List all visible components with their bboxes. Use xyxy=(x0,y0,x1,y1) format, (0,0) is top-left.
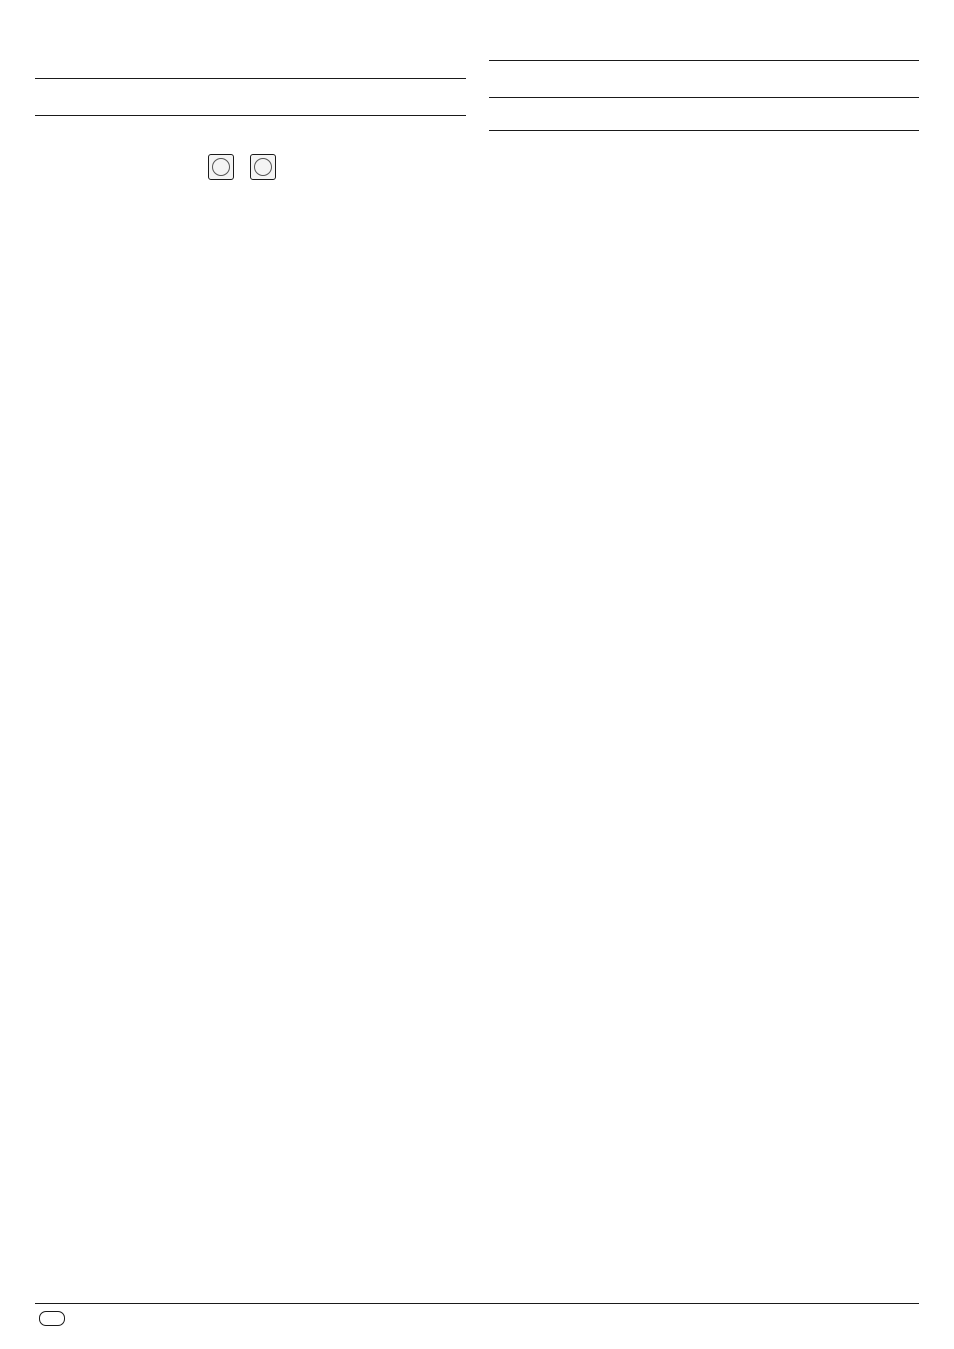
section-2-heading xyxy=(489,58,919,61)
left-column xyxy=(35,44,466,180)
language-badge xyxy=(39,1311,65,1326)
footer-rule xyxy=(35,1303,919,1304)
document-title xyxy=(35,44,466,79)
region-0-icon xyxy=(250,154,276,180)
section-3-heading xyxy=(489,95,919,98)
section-1-heading xyxy=(35,113,466,116)
region-2-icon xyxy=(208,154,234,180)
right-column xyxy=(489,58,919,163)
region-code-row xyxy=(35,154,466,180)
section-4-heading xyxy=(489,128,919,131)
